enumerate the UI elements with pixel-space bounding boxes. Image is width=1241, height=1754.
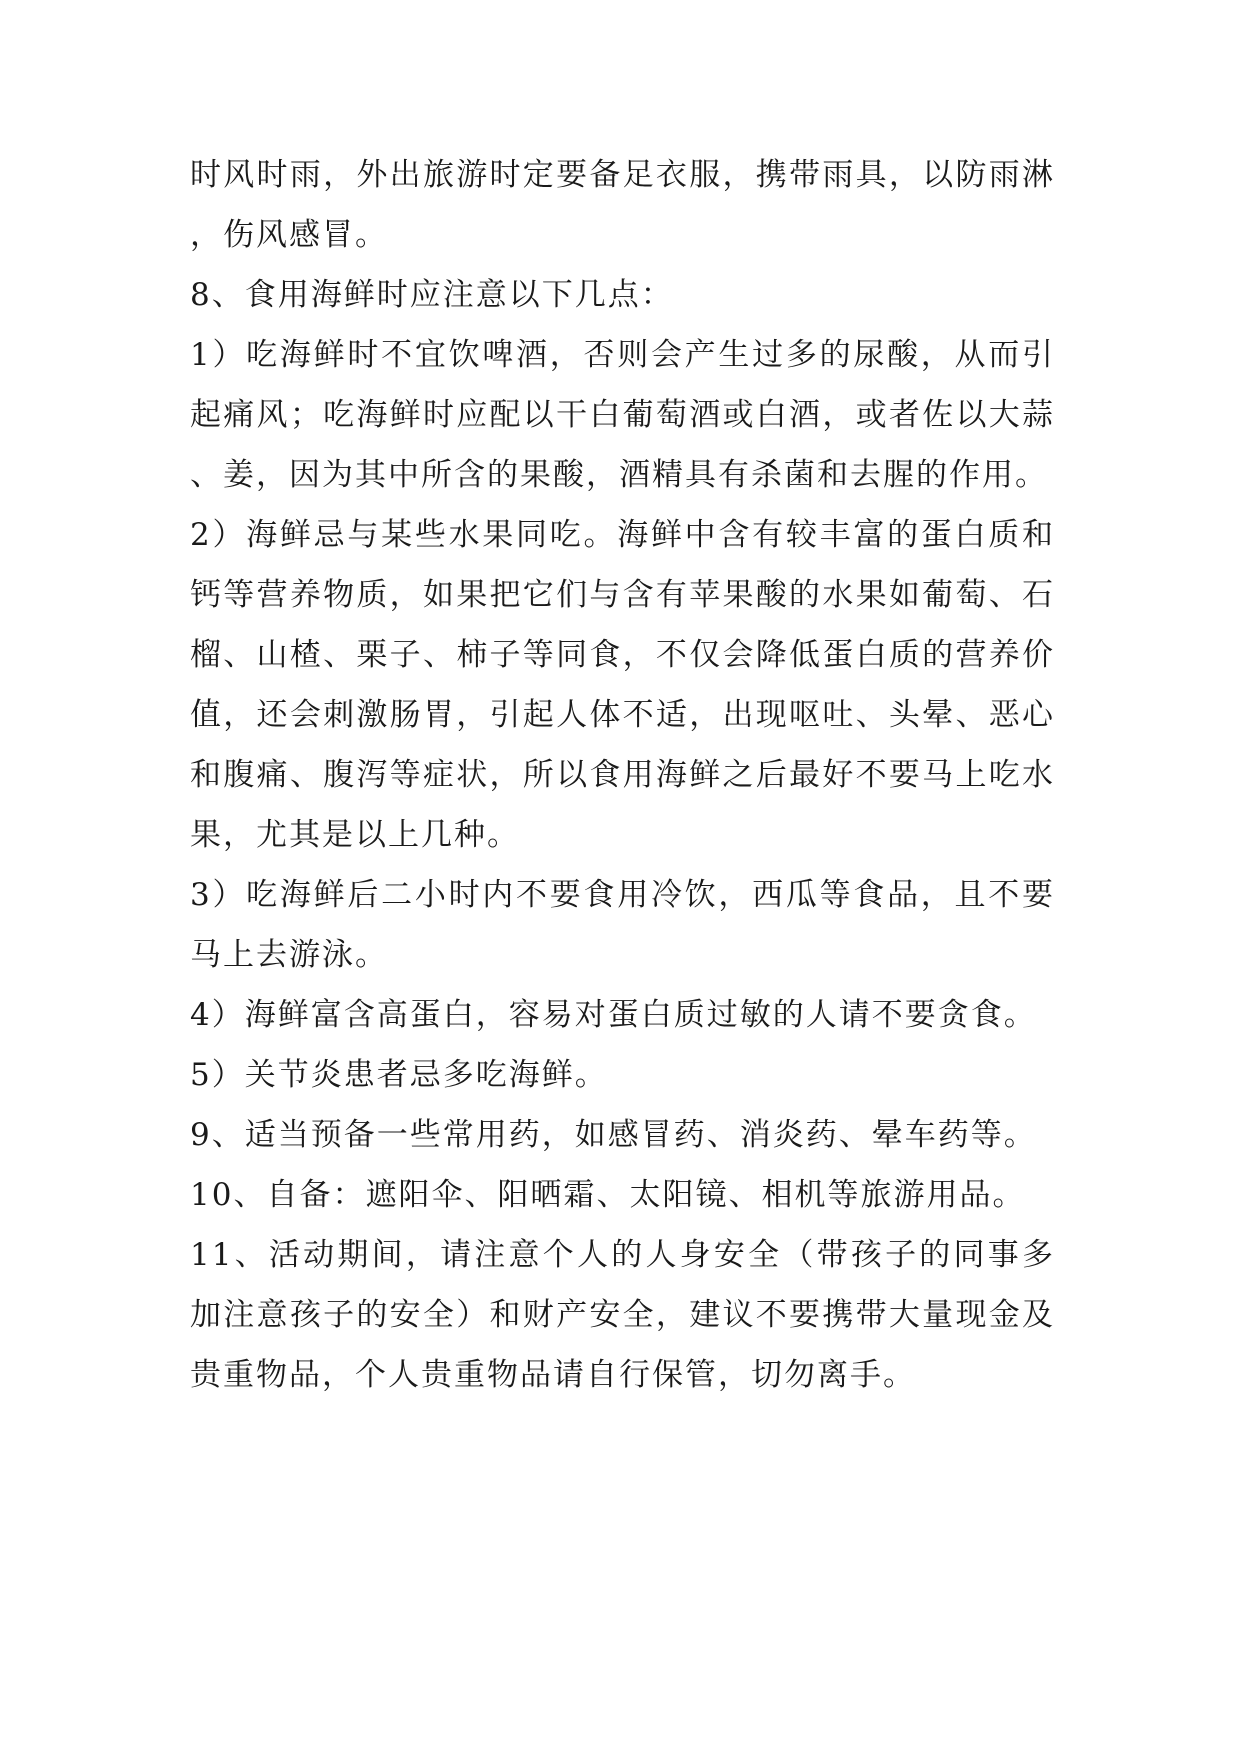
paragraph-item-9: 9、适当预备一些常用药，如感冒药、消炎药、晕车药等。	[190, 1117, 1037, 1153]
paragraph-subitem-1: 1）吃海鲜时不宜饮啤酒，否则会产生过多的尿酸，从而引起痛风；吃海鲜时应配以干白葡萄酒或白酒，或者佐以大蒜、姜，因为其中所含的果酸，酒精具有杀菌和去腥的作用。	[190, 337, 1055, 493]
paragraph-subitem-5: 5）关节炎患者忌多吃海鲜。	[190, 1057, 608, 1093]
document-body	[190, 145, 1055, 1405]
paragraph-item-11: 11、活动期间，请注意个人的人身安全（带孩子的同事多加注意孩子的安全）和财产安全，建议不要携带大量现金及贵重物品，个人贵重物品请自行保管，切勿离手。	[190, 1237, 1055, 1393]
paragraph-subitem-4: 4）海鲜富含高蛋白，容易对蛋白质过敏的人请不要贪食。	[190, 997, 1037, 1033]
paragraph-continuation: 时风时雨，外出旅游时定要备足衣服，携带雨具，以防雨淋，伤风感冒。	[190, 157, 1055, 253]
paragraph-item-10: 10、自备：遮阳伞、阳晒霜、太阳镜、相机等旅游用品。	[190, 1177, 1026, 1213]
paragraph-item-8: 8、食用海鲜时应注意以下几点：	[190, 277, 674, 313]
paragraph-subitem-3: 3）吃海鲜后二小时内不要食用冷饮，西瓜等食品，且不要马上去游泳。	[190, 877, 1055, 973]
paragraph-subitem-2: 2）海鲜忌与某些水果同吃。海鲜中含有较丰富的蛋白质和钙等营养物质，如果把它们与含有苹果酸的水果如葡萄、石榴、山楂、栗子、柿子等同食，不仅会降低蛋白质的营养价值，还会刺激肠胃，引起人体不适，出现呕吐、头晕、恶心和腹痛、腹泻等症状，所以食用海鲜之后最好不要马上吃水果，尤其是以上几种。	[190, 517, 1055, 853]
